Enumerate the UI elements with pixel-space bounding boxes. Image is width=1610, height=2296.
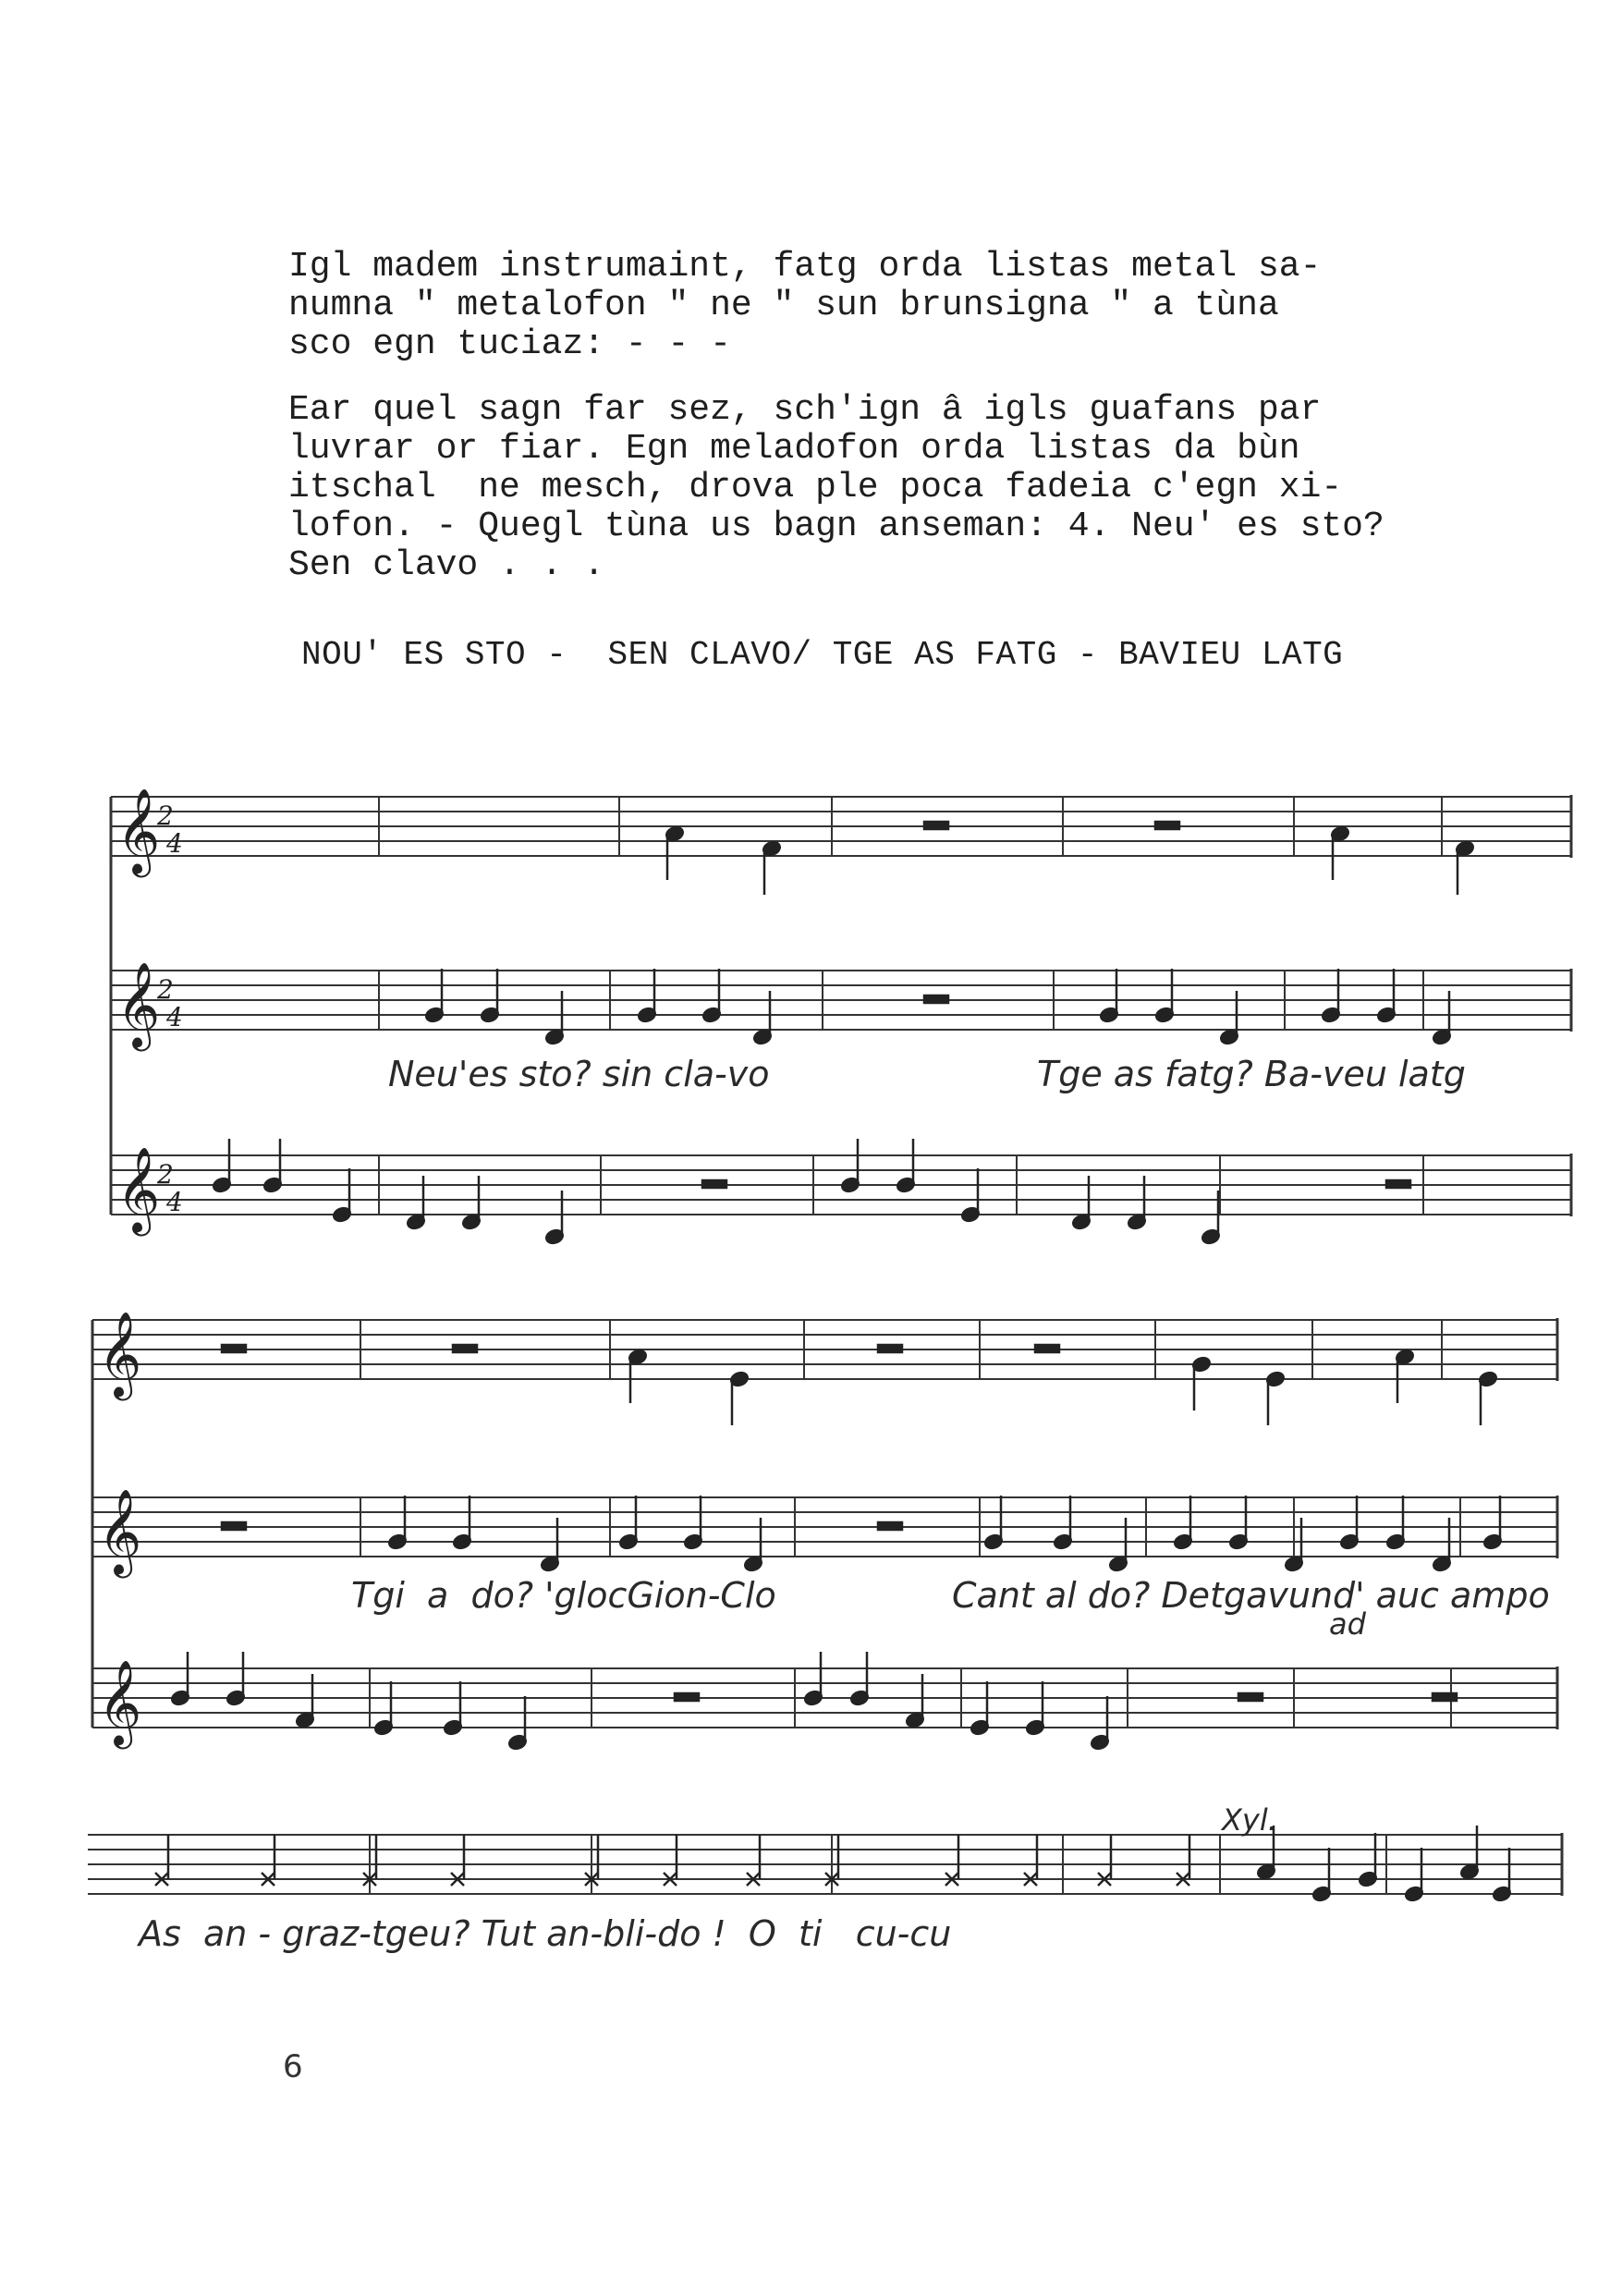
lyric-system1-b: Tge as fatg? Ba-veu latg [1037, 1054, 1466, 1094]
half-rest [1386, 1180, 1410, 1188]
xylophone-mark: Xyl. [1222, 1802, 1277, 1838]
staff-lines [88, 795, 1571, 1896]
song-heading: NOU' ES STO - SEN CLAVO/ TGE AS FATG - BAVIEU LATG [301, 636, 1344, 674]
time-signature: 2 [157, 1159, 174, 1190]
time-signature: 2 [157, 800, 174, 831]
half-rest [702, 1180, 726, 1188]
treble-clef-icon: 𝄞 [116, 788, 161, 873]
description-paragraph: Ear quel sagn far sez, sch'ign â igls guafans par luvrar or fiar. Egn meladofon orda listas da bùn itschal ne mesch, drova ple poca fadeia c'egn xi- lofon. - Quegl tùna us bagn anseman: 4. Neu' es sto? Sen clavo . . . [288, 390, 1384, 585]
lyric-system2-c: ad [1329, 1606, 1366, 1642]
time-signature: 2 [157, 974, 174, 1005]
half-rest [878, 1345, 902, 1352]
treble-clef-icon: 𝄞 [116, 961, 161, 1047]
treble-clef-icon: 𝄞 [116, 1146, 161, 1232]
intro-paragraph: Igl madem instrumaint, fatg orda listas metal sa- numna " metalofon " ne " sun brunsigna " a tùna sco egn tuciaz: - - - [288, 247, 1322, 364]
half-rest [924, 822, 948, 829]
half-rest [1155, 822, 1179, 829]
treble-clef-icon: 𝄞 [98, 1659, 142, 1745]
time-signature: 4 [166, 1002, 183, 1032]
lyric-system2-b: Cant al do? Detgavund' auc ampo [952, 1575, 1550, 1616]
half-rest [1035, 1345, 1059, 1352]
treble-clef-icon: 𝄞 [98, 1488, 142, 1574]
page-number: 6 [283, 2048, 303, 2085]
lyric-system3: As an - graz-tgeu? Tut an-bli-do ! O ti cu-cu [139, 1913, 952, 1954]
lyric-system1-a: Neu'es sto? sin cla-vo [388, 1054, 770, 1094]
half-rest [924, 995, 948, 1003]
half-rest [1433, 1693, 1457, 1701]
half-rest [675, 1693, 699, 1701]
lyric-system2-a: Tgi a do? 'glocGion-Clo [351, 1575, 776, 1616]
treble-clef-icon: 𝄞 [98, 1311, 142, 1397]
half-rest [222, 1522, 246, 1530]
time-signature: 4 [166, 828, 183, 859]
half-rest [878, 1522, 902, 1530]
half-rest [1238, 1693, 1262, 1701]
time-signature: 4 [166, 1187, 183, 1217]
notes [155, 822, 1512, 1902]
half-rest [222, 1345, 246, 1352]
half-rest [453, 1345, 477, 1352]
